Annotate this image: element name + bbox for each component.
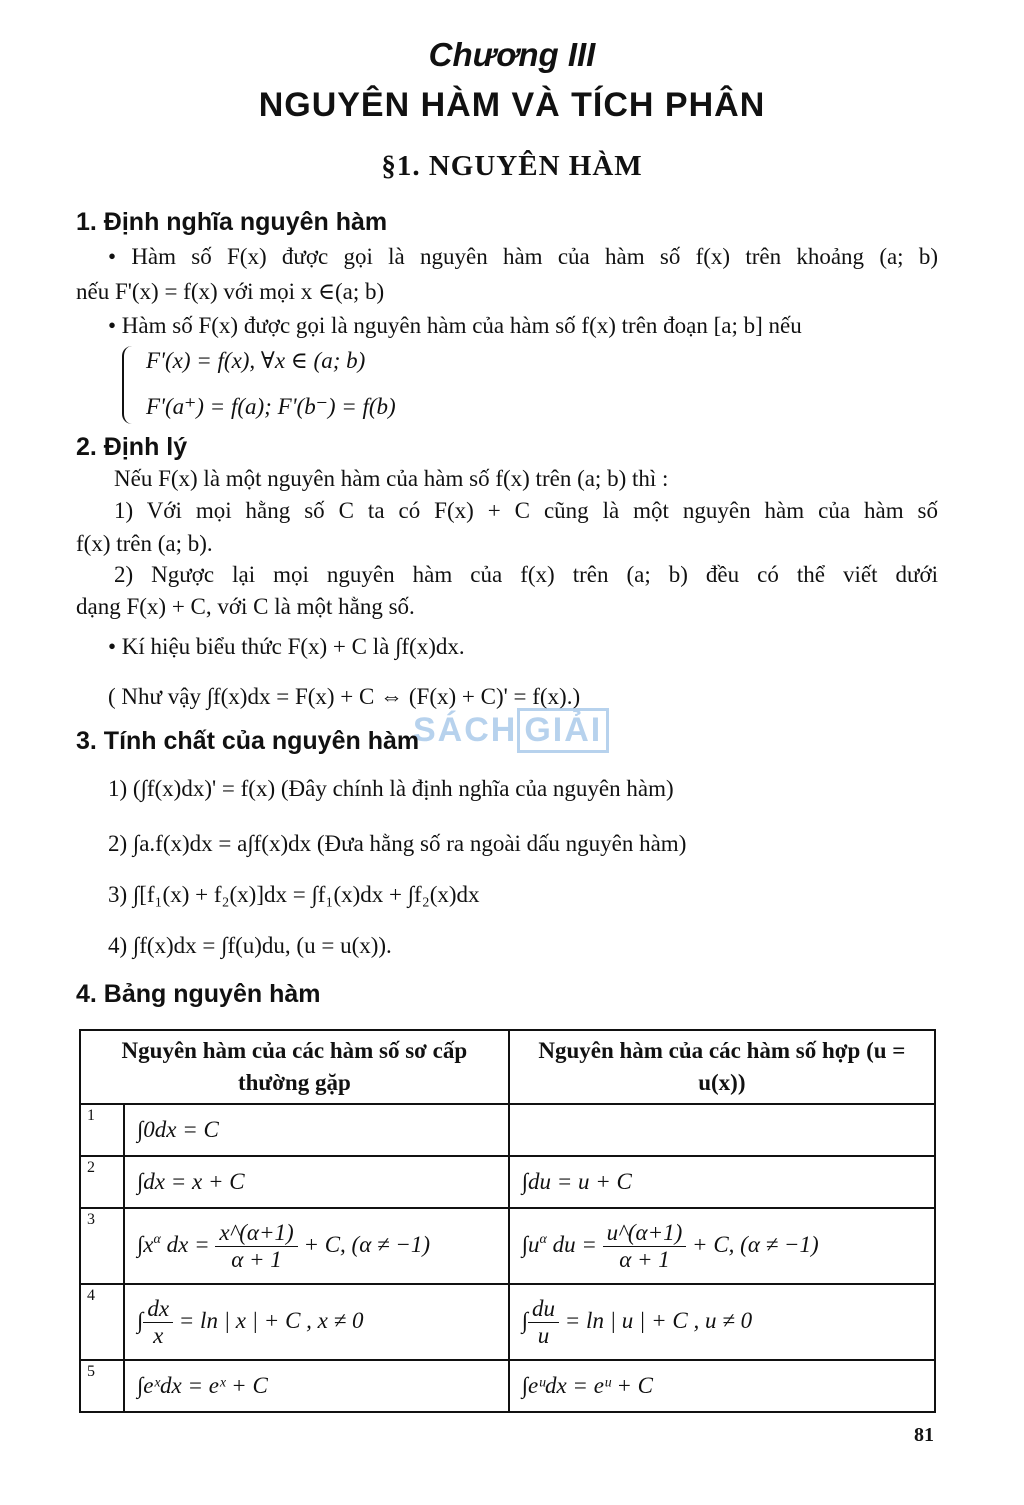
formula-cell: ∫ $\frac{du}{u}$ = ln | u | + C , u ≠ 0 (509, 1284, 935, 1360)
theorem-line-3: f(x) trên (a; b). (76, 531, 213, 556)
definition-bullet-2: • Hàm số F(x) được gọi là nguyên hàm của hàm số f(x) trên đoạn [a; b] nếu (108, 313, 802, 338)
definition-bullet-1-cont: nếu F'(x) = f(x) với mọi x ∈(a; b) (76, 279, 385, 304)
system-brace (122, 346, 138, 424)
heading-theorem: 2. Định lý (76, 433, 188, 461)
theorem-line-4: 2) Ngược lại mọi nguyên hàm của f(x) trên (a; b) đều có thể viết dưới (114, 562, 938, 587)
table-header-composite: Nguyên hàm của các hàm số hợp (u = u(x)) (509, 1030, 935, 1104)
formula-cell: ∫du = u + C (509, 1156, 935, 1208)
antiderivative-table (79, 1029, 936, 1413)
formula-cell (509, 1104, 935, 1156)
property-2: 2) ∫a.f(x)dx = a∫f(x)dx (Đưa hằng số ra ngoài dấu nguyên hàm) (108, 831, 687, 856)
chapter-label: Chương III (428, 36, 596, 73)
row-number: 4 (80, 1284, 124, 1360)
condition-1: F'(x) = f(x), ∀x ∈ (a; b) (146, 348, 366, 373)
theorem-line-1: Nếu F(x) là một nguyên hàm của hàm số f(x) trên (a; b) thì : (114, 466, 669, 491)
formula-cell: ∫0dx = C (124, 1104, 509, 1156)
heading-definition: 1. Định nghĩa nguyên hàm (76, 208, 388, 236)
table-row (80, 1208, 935, 1284)
formula-cell: ∫eˣdx = eˣ + C (124, 1360, 509, 1412)
theorem-line-5: dạng F(x) + C, với C là một hằng số. (76, 594, 415, 619)
watermark-logo: SÁCH GIẢI (413, 708, 609, 753)
theorem-line-2: 1) Với mọi hằng số C ta có F(x) + C cũng là một nguyên hàm của hàm số (114, 498, 938, 523)
heading-table: 4. Bảng nguyên hàm (76, 980, 321, 1008)
formula-cell: ∫eᵘdx = eᵘ + C (509, 1360, 935, 1412)
table-header-row (80, 1030, 935, 1104)
notation-line: • Kí hiệu biểu thức F(x) + C là ∫f(x)dx. (108, 634, 465, 659)
formula-cell: $\int x^\alpha$ dx = $\frac{x\^{}(\alpha+1)}{\alpha + 1}$ + C, (α ≠ −1) (124, 1208, 509, 1284)
table-row (80, 1360, 935, 1412)
table-row (80, 1156, 935, 1208)
row-number: 5 (80, 1360, 124, 1412)
row-number: 2 (80, 1156, 124, 1208)
table-row (80, 1284, 935, 1360)
heading-properties: 3. Tính chất của nguyên hàm (76, 727, 420, 755)
formula-cell: ∫dx = x + C (124, 1156, 509, 1208)
formula-cell: $\int u^\alpha$ du = $\frac{u\^{}(\alpha+1)}{\alpha + 1}$ + C, (α ≠ −1) (509, 1208, 935, 1284)
row-number: 1 (80, 1104, 124, 1156)
property-3: 3) ∫[f₁(x) + f₂(x)]dx = ∫f₁(x)dx + ∫f₂(x)dx (108, 882, 480, 907)
condition-2: F'(a⁺) = f(a); F'(b⁻) = f(b) (146, 394, 396, 419)
page-number: 81 (914, 1424, 934, 1446)
property-4: 4) ∫f(x)dx = ∫f(u)du, (u = u(x)). (108, 933, 392, 958)
section-title: §1. NGUYÊN HÀM (381, 150, 643, 182)
notation-equivalence: ( Như vậy ∫f(x)dx = F(x) + C ⇔ (F(x) + C)' = f(x).) (108, 684, 581, 709)
definition-bullet-1: • Hàm số F(x) được gọi là nguyên hàm của hàm số f(x) trên khoảng (a; b) (108, 244, 938, 269)
chapter-title: NGUYÊN HÀM VÀ TÍCH PHÂN (258, 86, 766, 124)
table-header-elementary: Nguyên hàm của các hàm số sơ cấp thường gặp (80, 1030, 509, 1104)
property-1: 1) (∫f(x)dx)' = f(x) (Đây chính là định nghĩa của nguyên hàm) (108, 776, 674, 801)
formula-cell: ∫ $\frac{dx}{x}$ = ln | x | + C , x ≠ 0 (124, 1284, 509, 1360)
row-number: 3 (80, 1208, 124, 1284)
table-row (80, 1104, 935, 1156)
